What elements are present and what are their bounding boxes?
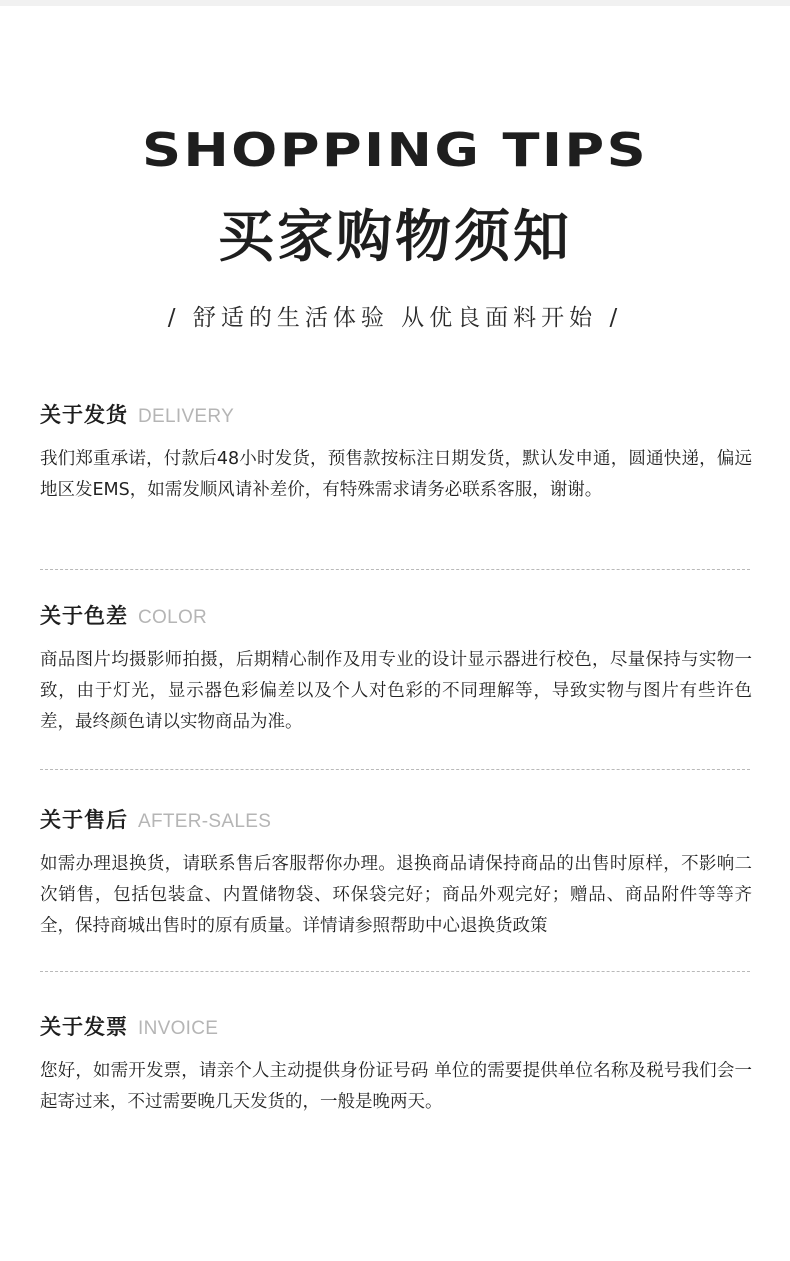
section-after-sales	[40, 803, 752, 942]
divider	[40, 569, 750, 570]
section-color	[40, 599, 752, 738]
section-heading	[40, 803, 752, 837]
title-english: SHOPPING TIPS	[141, 123, 649, 177]
section-heading	[40, 398, 752, 432]
section-body: 如需办理退换货，请联系售后客服帮你办理。退换商品请保持商品的出售时原样，不影响二次销售，包括包装盒、内置储物袋、环保袋完好；商品外观完好；赠品、商品附件等等齐全，保持商城出售时的原有质量。详情请参照帮助中心退换货政策	[40, 854, 752, 936]
section-title: 关于色差	[40, 604, 128, 628]
slogan: / 舒适的生活体验 从优良面料开始 /	[167, 305, 623, 331]
section-title: 关于发货	[40, 403, 128, 427]
section-heading	[40, 599, 752, 633]
section-subtitle: INVOICE	[138, 1018, 219, 1039]
section-invoice	[40, 1010, 752, 1118]
section-delivery	[40, 398, 752, 506]
section-heading	[40, 1010, 752, 1044]
section-body: 商品图片均摄影师拍摄，后期精心制作及用专业的设计显示器进行校色，尽量保持与实物一致，由于灯光，显示器色彩偏差以及个人对色彩的不同理解等，导致实物与图片有些许色差，最终颜色请以实物商品为准。	[40, 650, 752, 732]
title-chinese: 买家购物须知	[218, 205, 572, 270]
section-subtitle: COLOR	[138, 607, 208, 628]
section-subtitle: DELIVERY	[138, 406, 235, 427]
section-subtitle: AFTER-SALES	[138, 811, 272, 832]
top-strip	[0, 0, 790, 6]
section-body: 我们郑重承诺，付款后48小时发货，预售款按标注日期发货，默认发申通，圆通快递，偏远地区发EMS，如需发顺风请补差价，有特殊需求请务必联系客服，谢谢。	[40, 449, 752, 500]
divider	[40, 769, 750, 770]
divider	[40, 971, 750, 972]
section-title: 关于发票	[40, 1015, 128, 1039]
section-title: 关于售后	[40, 808, 128, 832]
section-body: 您好，如需开发票，请亲个人主动提供身份证号码 单位的需要提供单位名称及税号我们会一起寄过来，不过需要晚几天发货的，一般是晚两天。	[40, 1061, 752, 1112]
